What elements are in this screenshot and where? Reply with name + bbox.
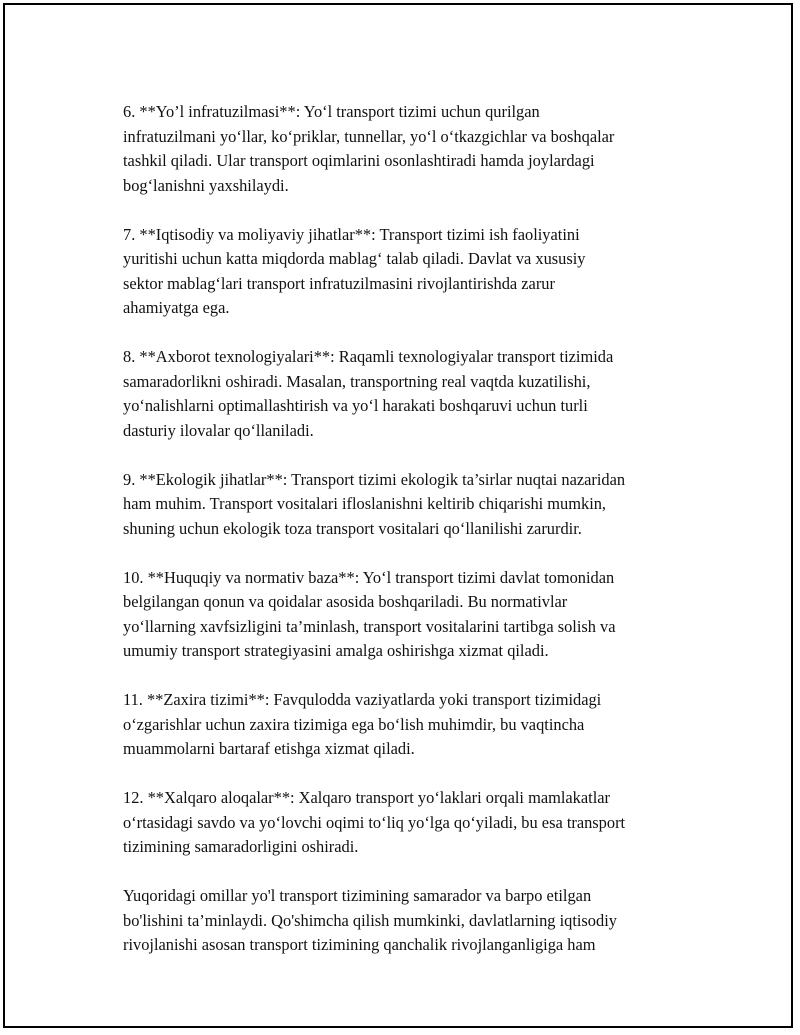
paragraph-road-infrastructure: 6. **Yo’l infratuzilmasi**: Yo‘l transport tizimi uchun qurilgan infratuzilmani yo‘llar, ko‘priklar, tunnellar, yo‘l o‘tkazgichlar va boshqalar tashkil qiladi. Ular transport oqimlarini osonlashtiradi hamda joylardagi bog‘lanishni yaxshilaydi. xyxy=(123,102,615,195)
paragraph-legal-normative-base: 10. **Huquqiy va normativ baza**: Yo‘l transport tizimi davlat tomonidan belgilangan qonun va qoidalar asosida boshqariladi. Bu normativlar yo‘llarning xavfsizligini ta’minlash, transport vositalarini tartibga solish va umumiy transport strategiyasini amalga oshirishga xizmat qiladi. xyxy=(123,567,616,660)
page-frame xyxy=(3,3,793,1028)
page-content xyxy=(123,100,703,982)
paragraph-information-technology: 8. **Axborot texnologiyalari**: Raqamli texnologiyalar transport tizimida samaradorlikni oshiradi. Masalan, transportning real vaqtda kuzatilishi, yo‘nalishlarni optimallashtirish va yo‘l harakati boshqaruvi uchun turli dasturiy ilovalar qo‘llaniladi. xyxy=(123,347,614,440)
paragraph-ecological-aspects: 9. **Ekologik jihatlar**: Transport tizimi ekologik ta’sirlar nuqtai nazaridan ham muhim. Transport vositalari ifloslanishni keltirib chiqarishi mumkin, shuning uchun ekologik toza transport vositalari qo‘llanilishi zarurdir. xyxy=(123,469,626,538)
paragraph-international-relations: 12. **Xalqaro aloqalar**: Xalqaro transport yo‘laklari orqali mamlakatlar o‘rtasidagi savdo va yo‘lovchi oqimi to‘liq yo‘lga qo‘yiladi, bu esa transport tizimining samaradorligini oshiradi. xyxy=(123,788,626,856)
paragraph-economic-financial: 7. **Iqtisodiy va moliyaviy jihatlar**: Transport tizimi ish faoliyatini yuritishi uchun katta miqdorda mablag‘ talab qiladi. Davlat va xususiy sektor mablag‘lari transport infratuzilmasini rivojlantirishda zarur ahamiyatga ega. xyxy=(123,224,586,317)
paragraph-reserve-system: 11. **Zaxira tizimi**: Favqulodda vaziyatlarda yoki transport tizimidagi o‘zgarishlar uchun zaxira tizimiga ega bo‘lish muhimdir, bu vaqtincha muammolarni bartaraf etishga xizmat qiladi. xyxy=(123,690,602,758)
paragraph-conclusion: Yuqoridagi omillar yo'l transport tizimining samarador va barpo etilgan bo'lishini ta’minlaydi. Qo'shimcha qilish mumkinki, davlatlarning iqtisodiy rivojlanishi asosan transport tizimining qanchalik rivojlanganligiga ham xyxy=(123,886,617,954)
